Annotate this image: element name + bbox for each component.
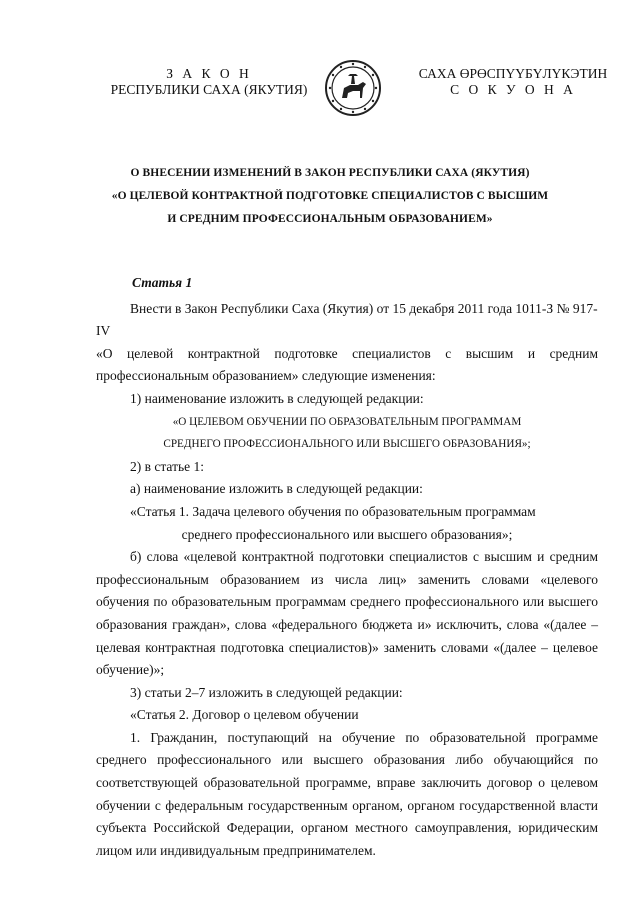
item-3-quote: «Статья 2. Договор о целевом обучении [130,707,359,723]
coat-of-arms-icon [320,58,386,118]
title-line-3: И СРЕДНИМ ПРОФЕССИОНАЛЬНЫМ ОБРАЗОВАНИЕМ» [167,213,493,225]
item-3-paragraph: 1. Гражданин, поступающий на обучение по образовательной программе среднего профессионального или высшего образования либо обучающийся по соответствующей образовательной программе, вправе заключить договор о целевом обучении с федеральным государственным органом, органом государственной власти субъекта Российской Федерации, органом местного самоуправления, юридическим лицом или индивидуальным предпринимателем. [96,729,598,858]
header-law-word: З А К О Н [166,66,252,81]
paragraph-intro-line-2: «О целевой контрактной подготовке специалистов с высшим и средним [96,345,598,361]
header-law-word-yakut: С О К У О Н А [450,82,576,97]
item-1: 1) наименование изложить в следующей редакции: [130,390,424,406]
title-line-1: О ВНЕСЕНИИ ИЗМЕНЕНИЙ В ЗАКОН РЕСПУБЛИКИ САХА (ЯКУТИЯ) [130,167,530,179]
item-1-quote-line-1: «О ЦЕЛЕВОМ ОБУЧЕНИИ ПО ОБРАЗОВАТЕЛЬНЫМ ПРОГРАММАМ [172,415,522,428]
header-left [98,66,320,98]
paragraph-intro-line-3: профессиональным образованием» следующие изменения: [96,368,436,384]
document-title [60,162,600,231]
item-1-quote-line-2: СРЕДНЕГО ПРОФЕССИОНАЛЬНОГО ИЛИ ВЫСШЕГО ОБРАЗОВАНИЯ»; [163,438,531,451]
item-2b: б) слова «целевой контрактной подготовки специалистов с высшим и средним профессиональным образованием из числа лиц» заменить словами «целевого обучения по образовательным программам среднего профессионального или высшего образования граждан», слова «федерального бюджета и» исключить, слова «(далее – целевая контрактная подготовка специалистов)» заменить словами «(далее – целевое обучение)»; [96,549,598,678]
document-body [96,272,598,862]
item-3: 3) статьи 2–7 изложить в следующей редакции: [130,684,403,700]
header-republic-name: РЕСПУБЛИКИ САХА (ЯКУТИЯ) [110,82,308,97]
item-2a: а) наименование изложить в следующей редакции: [130,481,423,497]
paragraph-intro-line-1: Внести в Закон Республики Саха (Якутия) от 15 декабря 2011 года 1011-З № 917-IV [96,300,598,339]
header-right [398,66,628,98]
item-2a-quote-line-2: среднего профессионального или высшего образования»; [181,526,513,542]
title-line-2: «О ЦЕЛЕВОЙ КОНТРАКТНОЙ ПОДГОТОВКЕ СПЕЦИАЛИСТОВ С ВЫСШИМ [111,190,549,202]
item-2a-quote-line-1: «Статья 1. Задача целевого обучения по образовательным программам [130,503,536,519]
header-republic-name-yakut: САХА ӨРӨСПҮҮБҮЛҮКЭТИН [418,66,608,81]
item-2: 2) в статье 1: [130,458,204,474]
article-heading: Статья 1 [132,275,193,290]
